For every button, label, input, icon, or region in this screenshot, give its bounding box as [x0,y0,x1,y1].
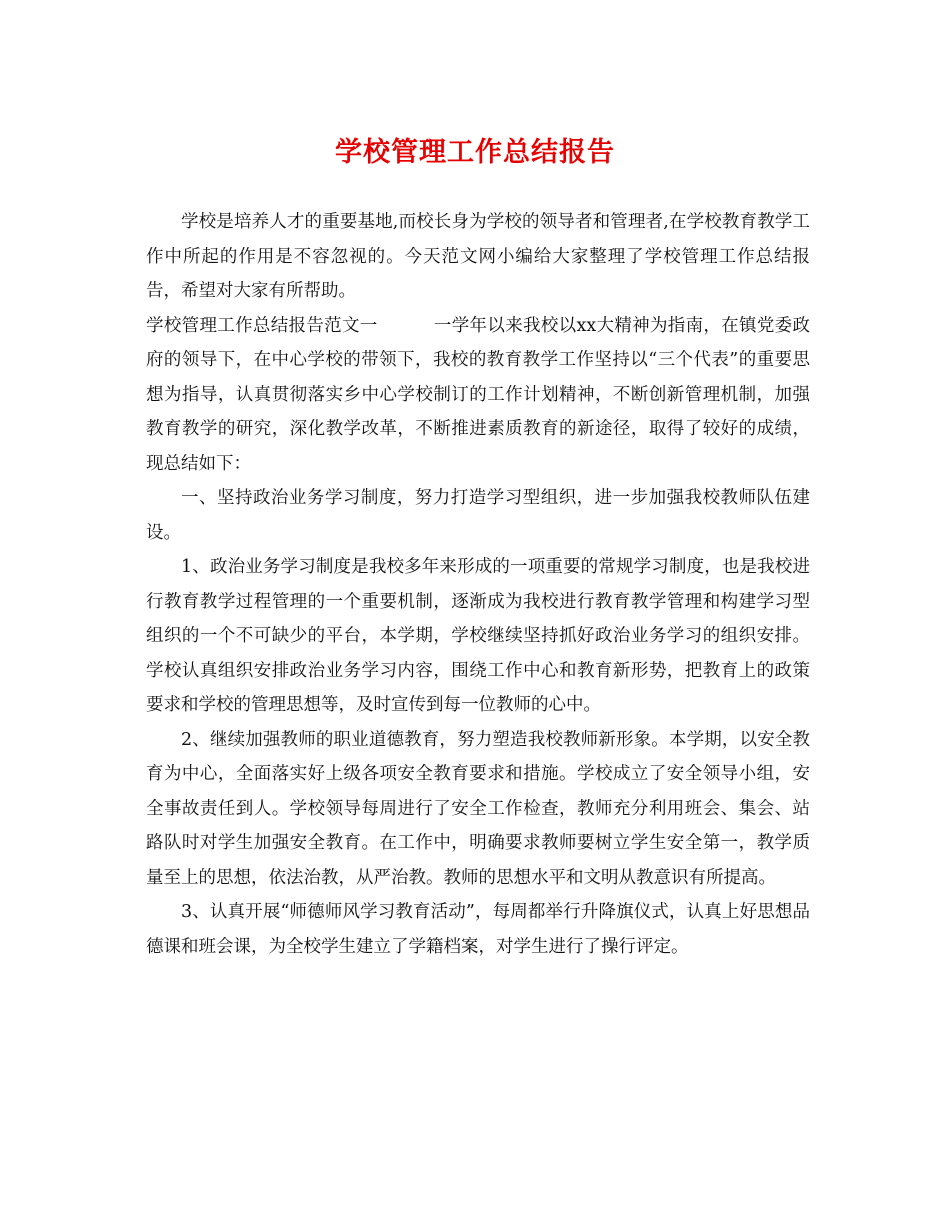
document-title: 学校管理工作总结报告 [335,137,615,168]
sample-heading: 学校管理工作总结报告范文一 [146,315,378,336]
document-body [146,205,810,964]
intro-paragraph: 学校是培养人才的重要基地,而校长身为学校的领导者和管理者,在学校教育教学工作中所起的作用是不容忽视的。今天范文网小编给大家整理了学校管理工作总结报告，希望对大家有所帮助。 [146,212,810,301]
item-one-paragraph: 1、政治业务学习制度是我校多年来形成的一项重要的常规学习制度，也是我校进行教育教学过程管理的一个重要机制，逐渐成为我校进行教育教学管理和构建学习型组织的一个不可缺少的平台，本学期，学校继续坚持抓好政治业务学习的组织安排。学校认真组织安排政治业务学习内容，围绕工作中心和教育新形势，把教育上的政策要求和学校的管理思想等，及时宣传到每一位教师的心中。 [146,557,810,715]
item-three-paragraph: 3、认真开展“师德师风学习教育活动”，每周都举行升降旗仪式，认真上好思想品德课和班会课，为全校学生建立了学籍档案，对学生进行了操行评定。 [146,902,810,957]
item-two-paragraph: 2、继续加强教师的职业道德教育，努力塑造我校教师新形象。本学期，以安全教育为中心，全面落实好上级各项安全教育要求和措施。学校成立了安全领导小组，安全事故责任到人。学校领导每周进行了安全工作检查，教师充分利用班会、集会、站路队时对学生加强安全教育。在工作中，明确要求教师要树立学生安全第一，教学质量至上的思想，依法治教，从严治教。教师的思想水平和文明从教意识有所提高。 [146,729,810,888]
sample-opening: 一学年以来我校以xx大精神为指南，在镇党委政府的领导下，在中心学校的带领下，我校的教育教学工作坚持以“三个代表”的重要思想为指导，认真贯彻落实乡中心学校制订的工作计划精神，不断创新管理机制，加强教育教学的研究，深化教学改革，不断推进素质教育的新途径，取得了较好的成绩，现总结如下： [146,315,810,474]
section-one-paragraph: 一、坚持政治业务学习制度，努力打造学习型组织，进一步加强我校教师队伍建设。 [146,488,810,543]
sample-paragraph [146,309,810,482]
